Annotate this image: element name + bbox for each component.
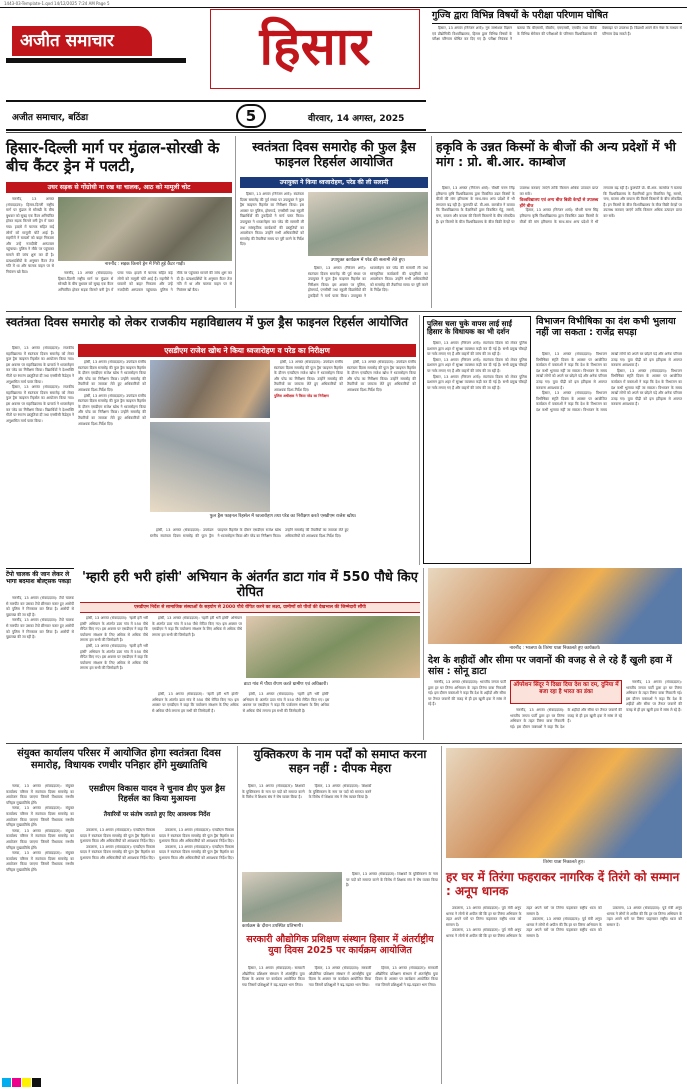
story-results	[432, 10, 682, 24]
photo-caption: फुल ड्रैस फाइनल रिहर्सल में ध्वजारोहण तथा परेड का निरीक्षण करते एसडीएम राजेश खोथ।	[209, 514, 357, 519]
print-info: 1443-03-Template-1.qxd 14/12/2025 7:24 AM Page 5	[4, 1, 110, 6]
story-partition	[536, 316, 682, 338]
story-tempo	[6, 568, 74, 585]
body-text: नारनौंद, 13 अगस्त (संवाददाता): हिसार-दिल्ली राष्ट्रीय मार्ग पर मुंढाल से सोरखी के बीच बुधवार को सुबह एक कैंटर अनियंत्रित होकर सड़क किनारे बनी ड्रेन में पलट गया। हादसे में चालक सहित कई लोगों को मामूली चोटें आई हैं। राहगीरों ने घायलों को बाहर निकाला और उन्हें नजदीकी अस्पताल पहुंचाया। पुलिस ने मौके पर पहुंचकर मामले की जांच शुरू कर दी है। प्रत्यक्षदर्शियों के अनुसार कैंटर तेज गति में था और चालक वाहन पर से नियंत्रण खो बैठा।	[58, 271, 232, 292]
body-text: हिसार, 13 अगस्त (निरंजन शर्मा): गुरु जम्भेश्वर विज्ञान एवं प्रौद्योगिकी विश्वविद्यालय, हिसार द्वारा विभिन्न विषयों के परीक्षा परिणाम घोषित कर दिए गए हैं। परीक्षा नियंत्रक ने बताया कि बीएससी, बीकॉम, एमएससी, एमबीए तथा बीटेक के विभिन्न सेमेस्टर की परीक्षाओं के परिणाम विश्वविद्यालय की वेबसाइट पर उपलब्ध हैं। विद्यार्थी अपने रोल नंबर के माध्यम से परिणाम देख सकते हैं।	[432, 26, 682, 42]
photo-caption: नारनौंद : सड़क किनारे ड्रेन में गिरी हुई कैंटर गाड़ी।	[104, 262, 186, 267]
body-text: हिसार, 13 अगस्त (निरंजन शर्मा): चौधरी चरण सिंह हरियाणा कृषि विश्वविद्यालय द्वारा विकसित उन्नत किस्मों के बीजों की मांग हरियाणा के साथ-साथ अन्य प्रदेशों में भी लगातार बढ़ रही है। कुलपति प्रो. बी.आर. काम्बोज ने बताया कि विश्वविद्यालय के वैज्ञानिकों द्वारा विकसित गेहूं, सरसों, चना, बाजरा और कपास की किस्में किसानों के बीच लोकप्रिय हैं। इन किस्मों के बीज विश्वविद्यालय के बीज बिक्री केन्द्रों पर उपलब्ध करवाए जाएंगे ताकि किसान अधिक उत्पादन प्राप्त कर सकें।	[436, 186, 599, 224]
story-body	[240, 192, 304, 308]
body-text: हिसार, 13 अगस्त (संवाददाता): सरकारी औद्योगिक प्रशिक्षण संस्थान में अंतर्राष्ट्रीय युवा दिवस के अवसर पर कार्यक्रम आयोजित किया गया जिसमें प्रशिक्षुओं ने बढ़-चढ़कर भाग लिया।	[242, 966, 305, 987]
divider	[6, 132, 682, 133]
body-text: हांसी, 13 अगस्त (संवाददाता): 'म्हारी हरी भरी हांसी' अभियान के अंतर्गत डाटा गांव में 550 पौधे रोपित किए गए। इस अवसर पर एसडीएम ने कहा कि पर्यावरण संरक्षण के लिए अधिक से अधिक पौधे लगाना हम सभी की जिम्मेदारी है।	[80, 643, 148, 671]
divider	[431, 136, 432, 308]
body-text: हांसी, 13 अगस्त (संवाददाता): उपमंडल स्तरीय स्वतंत्रता दिवस समारोह की फुल ड्रैस फाइनल रिहर्सल के दौरान एसडीएम राजेश खोथ ने ध्वजारोहण किया और परेड का निरीक्षण किया। उन्होंने समारोह की तैयारियों का जायजा लेते हुए अधिकारियों को आवश्यक दिशा-निर्देश दिए।	[150, 528, 349, 538]
story-body	[80, 616, 148, 738]
body-text: नारनौंद, 13 अगस्त (संवाददाता): भारतीय जनता पार्टी द्वारा हर घर तिरंगा अभियान के तहत तिरंगा यात्रा निकाली गई। इस दौरान वक्ताओं ने कहा कि देश के शहीदों और सीमा पर तैनात जवानों की वजह से ही हम खुली हवा में सांस ले रहे हैं।	[626, 680, 682, 712]
body-text: हिसार, 13 अगस्त (निरंजन शर्मा): चौधरी चरण सिंह हरियाणा कृषि विश्वविद्यालय द्वारा विकसित उन्नत किस्मों के बीजों की मांग हरियाणा के साथ-साथ अन्य प्रदेशों में भी लगातार बढ़ रही है। कुलपति प्रो. बी.आर. काम्बोज ने बताया कि विश्वविद्यालय के वैज्ञानिकों द्वारा विकसित गेहूं, सरसों, चना, बाजरा और कपास की किस्में किसानों के बीच लोकप्रिय हैं। इन किस्मों के बीज विश्वविद्यालय के बीज बिक्री केन्द्रों पर उपलब्ध करवाए जाएंगे ताकि किसान अधिक उत्पादन प्राप्त कर सकें।	[519, 186, 682, 224]
divider	[235, 136, 236, 308]
headline: हिसार-दिल्ली मार्ग पर मुंढाल-सोरखी के बीच कैंटर ड्रेन में पलटी,	[6, 139, 220, 175]
story-tiranga	[446, 870, 682, 898]
story-body-3	[242, 966, 438, 1080]
headline: एसडीएम विकास यादव ने चुनाव डीए फुल ड्रैस रिहर्सल का किया मुआयना	[88, 783, 226, 803]
headline: हकृवि के उन्नत किस्मों के बीजों की अन्य प्रदेशों में भी मांग : प्रो. बी.आर. काम्बोज	[436, 139, 676, 169]
brand-name: अजीत समाचार	[12, 26, 152, 56]
strip: एसडीएम निर्देश से सामाजिक संस्थाओं के सहयोग से 2000 पौधे रोपित करने का लक्ष्य, ग्रामीणों को पौधों की देखभाल की जिम्मेदारी सौंपी	[80, 602, 420, 613]
story-body	[436, 186, 682, 308]
body-text: हिसार, 13 अगस्त (संवाददाता): शिक्षकों के युक्तिकरण के नाम पर पदों को समाप्त करने के विरोध में शिक्षक संघ ने रोष व्यक्त किया है।	[308, 784, 372, 800]
body-text: हिसार, 13 अगस्त (संवाददाता): सरकारी औद्योगिक प्रशिक्षण संस्थान में अंतर्राष्ट्रीय युवा दिवस के अवसर पर कार्यक्रम आयोजित किया गया जिसमें प्रशिक्षुओं ने बढ़-चढ़कर भाग लिया।	[375, 966, 438, 987]
subhead-box	[510, 680, 622, 704]
story-rehearsal	[240, 140, 428, 170]
photo-caption: नारनौंद : भाजपा के तिरंगा यात्रा निकालते हुए कार्यकर्ता।	[509, 646, 601, 651]
story-rationalisation	[242, 748, 438, 775]
story-body	[427, 341, 527, 549]
divider	[6, 743, 682, 744]
body-text: हिसार, 13 अगस्त (निरंजन शर्मा): स्वतंत्रता दिवस को लेकर पुलिस प्रशासन द्वारा शहर में सुरक्षा व्यवस्था कड़ी कर दी गई है। सभी प्रमुख चौराहों पर नाके लगाए गए हैं और वाहनों की जांच की जा रही है।	[427, 340, 527, 357]
body-text: हांसी, 13 अगस्त (संवाददाता): 'म्हारी हरी भरी हांसी' अभियान के अंतर्गत डाटा गांव में 550 पौधे रोपित किए गए। इस अवसर पर एसडीएम ने कहा कि पर्यावरण संरक्षण के लिए अधिक से अधिक पौधे लगाना हम सभी की जिम्मेदारी है।	[152, 692, 239, 713]
parade-photo	[308, 192, 428, 256]
body-text: नारनौंद, 13 अगस्त (संवाददाता): भारतीय जनता पार्टी द्वारा हर घर तिरंगा अभियान के तहत तिरंगा यात्रा निकाली गई। इस दौरान वक्ताओं ने कहा कि देश के शहीदों और सीमा पर तैनात जवानों की वजह से ही हम खुली हवा में सांस ले रहे हैं।	[510, 708, 622, 729]
story-body-2	[346, 872, 438, 922]
body-text: नलवा, 13 अगस्त (संवाददाता): संयुक्त कार्यालय परिसर में स्वतंत्रता दिवस समारोह का आयोजन किया जाएगा जिसमें विधायक रणधीर पनिहार मुख्यातिथि होंगे।	[6, 851, 74, 872]
body-text: हिसार, 13 अगस्त (संवाददाता): शिक्षकों के युक्तिकरण के नाम पर पदों को समाप्त करने के विरोध में शिक्षक संघ ने रोष व्यक्त किया है।	[242, 784, 305, 800]
story-body	[6, 197, 54, 305]
story-body-3	[626, 680, 682, 740]
story-body	[536, 352, 682, 564]
photo-caption: कार्यक्रम के दौरान उपस्थित प्रतिभागी।	[242, 924, 303, 929]
brand-stripe	[6, 58, 186, 63]
body-text: हिसार, 13 अगस्त (संवाददाता): विभाजन विभीषिका स्मृति दिवस के अवसर पर आयोजित कार्यक्रम में वक्ताओं ने कहा कि देश के विभाजन का दंश कभी भुलाया नहीं जा सकता। विभाजन के समय लाखों लोगों को अपने घर छोड़ने पड़े और अनेक परिवार उजड़ गए। युवा पीढ़ी को इस इतिहास से अवगत करवाना आवश्यक है।	[536, 352, 607, 390]
divider	[423, 568, 424, 740]
divider	[419, 315, 420, 565]
body-text: हांसी, 13 अगस्त (संवाददाता): उपमंडल स्तरीय स्वतंत्रता दिवस समारोह की फुल ड्रैस फाइनल रिहर्सल के दौरान एसडीएम राजेश खोथ ने ध्वजारोहण किया और परेड का निरीक्षण किया। उन्होंने समारोह की तैयारियों का जायजा लेते हुए अधिकारियों को आवश्यक दिशा-निर्देश दिए।	[347, 360, 416, 392]
masthead-bottom-rule	[6, 129, 426, 131]
body-text: नलवा, 13 अगस्त (संवाददाता): संयुक्त कार्यालय परिसर में स्वतंत्रता दिवस समारोह का आयोजन किया जाएगा जिसमें विधायक रणधीर पनिहार मुख्यातिथि होंगे।	[6, 828, 74, 850]
rally-photo	[428, 568, 682, 644]
story-martyrs	[428, 655, 682, 678]
headline: संयुक्त कार्यालय परिसर में आयोजित होगा स्वतंत्रता दिवस समारोह, विधायक रणधीर पनिहार होंगे मुख्यातिथि	[17, 748, 221, 771]
body-text: हिसार, 13 अगस्त (निरंजन शर्मा): स्वतंत्रता दिवस को लेकर पुलिस प्रशासन द्वारा शहर में सुरक्षा व्यवस्था कड़ी कर दी गई है। सभी प्रमुख चौराहों पर नाके लगाए गए हैं और वाहनों की जांच की जा रही है।	[427, 374, 527, 390]
plantation-photo	[246, 616, 420, 678]
story-body	[242, 784, 438, 868]
body-text: नारनौंद, 13 अगस्त (संवाददाता): टेंपो चालक से मारपीट कर उसका टेंपो छीनकर फरार हुए आरोपी को पुलिस ने गिरफ्तार कर लिया है। आरोपी से पूछताछ की जा रही है।	[6, 618, 74, 640]
story-police	[423, 316, 531, 564]
divider	[6, 311, 682, 312]
divider	[441, 746, 442, 1084]
body-text: उकलाना, 13 अगस्त (संवाददाता): पूर्व मंत्री अनूप धानक ने लोगों से अपील की कि हर घर तिरंगा अभियान के तहत अपने घरों पर तिरंगा फहराकर राष्ट्रीय ध्वज को सम्मान दें।	[446, 906, 522, 927]
story-body	[446, 906, 682, 1080]
body-text: नारनौंद, 13 अगस्त (संवाददाता): हिसार-दिल्ली राष्ट्रीय मार्ग पर मुंढाल से सोरखी के बीच बुधवार को सुबह एक कैंटर अनियंत्रित होकर सड़क किनारे बनी ड्रेन में पलट गया। हादसे में चालक सहित कई लोगों को मामूली चोटें आई हैं। राहगीरों ने घायलों को बाहर निकाला और उन्हें नजदीकी अस्पताल पहुंचाया। पुलिस ने मौके पर पहुंचकर मामले की जांच शुरू कर दी है। प्रत्यक्षदर्शियों के अनुसार कैंटर तेज गति में था और चालक वाहन पर से नियंत्रण खो बैठा।	[6, 197, 54, 274]
body-text: हिसार, 13 अगस्त (संवाददाता): सरकारी औद्योगिक प्रशिक्षण संस्थान में अंतर्राष्ट्रीय युवा दिवस के अवसर पर कार्यक्रम आयोजित किया गया जिसमें प्रशिक्षुओं ने बढ़-चढ़कर भाग लिया।	[308, 966, 372, 987]
story-body-3	[150, 528, 416, 564]
edition-label: अजीत समाचार, बठिंडा	[12, 113, 89, 123]
story-iti	[242, 934, 438, 956]
headline: टेंपो चालक की जान लेकर ले भागा बदमाश बोल्ट्सक पकड़ा	[6, 571, 71, 586]
page-title: हिसार	[259, 16, 371, 77]
story-body-2	[274, 360, 416, 510]
kicker: एसडीएम राजेश खोथ ने किया ध्वजारोहण व परेड का निरीक्षण	[78, 344, 416, 357]
headline: 'म्हारी हरी भरी हांसी' अभियान के अंतर्गत डाटा गांव में 550 पौधे किए रोपित	[82, 570, 418, 601]
headline: सरकारी औद्योगिक प्रशिक्षण संस्थान हिसार में अंतर्राष्ट्रीय युवा दिवस 2025 पर कार्यक्रम आयोजित	[246, 934, 434, 957]
body-text: उकलाना, 13 अगस्त (संवाददाता): पूर्व मंत्री अनूप धानक ने लोगों से अपील की कि हर घर तिरंगा अभियान के तहत अपने घरों पर तिरंगा फहराकर राष्ट्रीय ध्वज को सम्मान दें।	[606, 906, 682, 927]
kicker: उधर सड़क से गोंग्रोधी ना रख था चालक, आठ को मामूली चोट	[6, 182, 232, 193]
body-text: हिसार, 13 अगस्त (संवाददाता): राजकीय महाविद्यालय में स्वतंत्रता दिवस समारोह को लेकर फुल ड्रैस फाइनल रिहर्सल का आयोजन किया गया। इस अवसर पर महाविद्यालय के प्राचार्य ने ध्वजारोहण कर परेड का निरीक्षण किया। विद्यार्थियों ने देशभक्ति गीतों पर रंगारंग प्रस्तुतियां दीं तथा एनसीसी कैडेट्स ने अनुशासित मार्च पास्ट किया।	[6, 346, 74, 384]
body-text: हिसार, 13 अगस्त (निरंजन शर्मा): स्वतंत्रता दिवस समारोह की पूर्व संध्या पर उपायुक्त ने फुल ड्रैस फाइनल रिहर्सल का निरीक्षण किया। इस अवसर पर पुलिस, होमगार्ड, एनसीसी तथा स्कूली विद्यार्थियों की टुकड़ियों ने मार्च पास्ट किया। उपायुक्त ने ध्वजारोहण कर परेड की सलामी ली तथा सांस्कृतिक कार्यक्रमों की प्रस्तुतियों का अवलोकन किया। उन्होंने सभी अधिकारियों को समारोह की तैयारियां समय पर पूरी करने के निर्देश दिए।	[308, 266, 428, 298]
kicker: उपायुक्त ने किया ध्वजारोहण, परेड की ली सलामी	[240, 177, 428, 188]
body-text: उकलाना, 13 अगस्त (संवाददाता): एसडीएम विकास यादव ने स्वतंत्रता दिवस समारोह की फुल ड्रैस रिहर्सल का मुआयना किया और अधिकारियों को आवश्यक निर्देश दिए।	[159, 844, 234, 860]
subhead: विश्वविद्यालय एवं अन्य बीज बिक्री केन्द्रों से उपलब्ध होंगे बीज	[519, 197, 599, 208]
body-text: हिसार, 13 अगस्त (निरंजन शर्मा): स्वतंत्रता दिवस को लेकर पुलिस प्रशासन द्वारा शहर में सुरक्षा व्यवस्था कड़ी कर दी गई है। सभी प्रमुख चौराहों पर नाके लगाए गए हैं और वाहनों की जांच की जा रही है।	[427, 357, 527, 373]
body-text: नारनौंद, 13 अगस्त (संवाददाता): भारतीय जनता पार्टी द्वारा हर घर तिरंगा अभियान के तहत तिरंगा यात्रा निकाली गई। इस दौरान वक्ताओं ने कहा कि देश के शहीदों और सीमा पर तैनात जवानों की वजह से ही हम खुली हवा में सांस ले रहे हैं।	[428, 680, 506, 707]
flag-photo	[150, 360, 270, 418]
body-text: नलवा, 13 अगस्त (संवाददाता): संयुक्त कार्यालय परिसर में स्वतंत्रता दिवस समारोह का आयोजन किया जाएगा जिसमें विधायक रणधीर पनिहार मुख्यातिथि होंगे।	[6, 784, 74, 805]
body-text: हिसार, 13 अगस्त (संवाददाता): राजकीय महाविद्यालय में स्वतंत्रता दिवस समारोह को लेकर फुल ड्रैस फाइनल रिहर्सल का आयोजन किया गया। इस अवसर पर महाविद्यालय के प्राचार्य ने ध्वजारोहण कर परेड का निरीक्षण किया। विद्यार्थियों ने देशभक्ति गीतों पर रंगारंग प्रस्तुतियां दीं तथा एनसीसी कैडेट्स ने अनुशासित मार्च पास्ट किया।	[6, 385, 74, 423]
iti-photo	[242, 872, 342, 922]
photo-caption: उपायुक्त कार्यक्रम में परेड की सलामी लेते हुए।	[330, 258, 406, 263]
subhead: ऑपरेशन सिंदूर ने दिखा दिया देश का दम, दुनिया में बजा रहा है भारत का डंका	[513, 682, 619, 695]
body-text: हांसी, 13 अगस्त (संवाददाता): उपमंडल स्तरीय स्वतंत्रता दिवस समारोह की फुल ड्रैस फाइनल रिहर्सल के दौरान एसडीएम राजेश खोथ ने ध्वजारोहण किया और परेड का निरीक्षण किया। उन्होंने समारोह की तैयारियों का जायजा लेते हुए अधिकारियों को आवश्यक दिशा-निर्देश दिए।	[78, 360, 146, 392]
registration-black	[32, 1078, 41, 1087]
body-text: हिसार, 13 अगस्त (संवाददाता): विभाजन विभीषिका स्मृति दिवस के अवसर पर आयोजित कार्यक्रम में वक्ताओं ने कहा कि देश के विभाजन का दंश कभी भुलाया नहीं जा सकता। विभाजन के समय लाखों लोगों को अपने घर छोड़ने पड़े और अनेक परिवार उजड़ गए। युवा पीढ़ी को इस इतिहास से अवगत करवाना आवश्यक है।	[536, 352, 682, 412]
masthead-rule	[6, 100, 426, 102]
story-body-3	[152, 692, 420, 738]
page-number: 5	[236, 104, 266, 128]
story-body-2	[58, 271, 232, 305]
body-text: नारनौंद, 13 अगस्त (संवाददाता): टेंपो चालक से मारपीट कर उसका टेंपो छीनकर फरार हुए आरोपी को पुलिस ने गिरफ्तार कर लिया है। आरोपी से पूछताछ की जा रही है।	[6, 596, 74, 617]
story-body	[432, 26, 682, 130]
body-text: उकलाना, 13 अगस्त (संवाददाता): एसडीएम विकास यादव ने स्वतंत्रता दिवस समारोह की फुल ड्रैस रिहर्सल का मुआयना किया और अधिकारियों को आवश्यक निर्देश दिए।	[159, 828, 234, 844]
body-text: हांसी, 13 अगस्त (संवाददाता): उपमंडल स्तरीय स्वतंत्रता दिवस समारोह की फुल ड्रैस फाइनल रिहर्सल के दौरान एसडीएम राजेश खोथ ने ध्वजारोहण किया और परेड का निरीक्षण किया। उन्होंने समारोह की तैयारियों का जायजा लेते हुए अधिकारियों को आवश्यक दिशा-निर्देश दिए।	[274, 360, 343, 392]
date-label: वीरवार, 14 अगस्त, 2025	[308, 114, 405, 124]
story-seeds	[436, 140, 682, 170]
story-body	[6, 346, 74, 564]
headline: युक्तिकरण के नाम पर्दों को समाप्त करना सहन नहीं : दीपक मेहरा	[253, 747, 427, 775]
photo-caption: डाटा गांव में पौधा रोपण करते ग्रामीण एवं अधिकारी।	[243, 682, 329, 687]
subhead: पुलिस अधीक्षक ने किया परेड का निरीक्षण	[274, 393, 329, 398]
story-body	[78, 360, 146, 564]
parade-photo-2	[150, 422, 270, 512]
story-plantation	[80, 570, 420, 601]
headline: स्वतंत्रता दिवस समारोह की फुल ड्रैस फाइनल रिहर्सल आयोजित	[252, 139, 416, 169]
headline: गुज्वि द्वारा विभिन्न विषयों के परीक्षा परिणाम घोषित	[432, 10, 608, 21]
photo-caption: तिरंगा यात्रा निकालते हुए।	[543, 860, 585, 865]
body-text: नलवा, 13 अगस्त (संवाददाता): संयुक्त कार्यालय परिसर में स्वतंत्रता दिवस समारोह का आयोजन किया जाएगा जिसमें विधायक रणधीर पनिहार मुख्यातिथि होंगे।	[6, 806, 74, 828]
headline: देश के शहीदों और सीमा पर जवानों की वजह से ले रहे हैं खुली हवा में सांस : सोनू डाटा	[428, 655, 672, 678]
kicker: तैयारियों पर संतोष जताते हुए दिए आवश्यक निर्देश	[103, 812, 211, 818]
headline: हर घर में तिरंगा फहराकर नागरिक दें तिरंगे को सम्मान : अनूप धानक	[446, 870, 680, 899]
story-body-2	[308, 266, 428, 308]
body-text: हिसार, 13 अगस्त (संवाददाता): शिक्षकों के युक्तिकरण के नाम पर पदों को समाप्त करने के विरोध में शिक्षक संघ ने रोष व्यक्त किया है।	[346, 872, 438, 888]
body-text: हांसी, 13 अगस्त (संवाददाता): उपमंडल स्तरीय स्वतंत्रता दिवस समारोह की फुल ड्रैस फाइनल रिहर्सल के दौरान एसडीएम राजेश खोथ ने ध्वजारोहण किया और परेड का निरीक्षण किया। उन्होंने समारोह की तैयारियों का जायजा लेते हुए अधिकारियों को आवश्यक दिशा-निर्देश दिए।	[78, 393, 146, 426]
canter-photo	[58, 197, 232, 261]
story-body	[6, 596, 74, 700]
body-text: हांसी, 13 अगस्त (संवाददाता): 'म्हारी हरी भरी हांसी' अभियान के अंतर्गत डाटा गांव में 550 पौधे रोपित किए गए। इस अवसर पर एसडीएम ने कहा कि पर्यावरण संरक्षण के लिए अधिक से अधिक पौधे लगाना हम सभी की जिम्मेदारी है।	[80, 616, 148, 643]
story-body	[80, 828, 234, 1080]
body-text: हिसार, 13 अगस्त (संवाददाता): विभाजन विभीषिका स्मृति दिवस के अवसर पर आयोजित कार्यक्रम में वक्ताओं ने कहा कि देश के विभाजन का दंश कभी भुलाया नहीं जा सकता। विभाजन के समय लाखों लोगों को अपने घर छोड़ने पड़े और अनेक परिवार उजड़ गए। युवा पीढ़ी को इस इतिहास से अवगत करवाना आवश्यक है।	[611, 368, 682, 407]
top-rule	[0, 7, 687, 8]
tiranga-photo	[446, 748, 682, 858]
story-body-2	[152, 616, 242, 668]
body-text: उकलाना, 13 अगस्त (संवाददाता): एसडीएम विकास यादव ने स्वतंत्रता दिवस समारोह की फुल ड्रैस रिहर्सल का मुआयना किया और अधिकारियों को आवश्यक निर्देश दिए।	[80, 844, 155, 860]
headline: विभाजन विभीषिका का दंश कभी भुलाया नहीं जा सकता : राजेंद्र सपड़ा	[536, 316, 676, 339]
body-text: हिसार, 13 अगस्त (निरंजन शर्मा): स्वतंत्रता दिवस समारोह की पूर्व संध्या पर उपायुक्त ने फुल ड्रैस फाइनल रिहर्सल का निरीक्षण किया। इस अवसर पर पुलिस, होमगार्ड, एनसीसी तथा स्कूली विद्यार्थियों की टुकड़ियों ने मार्च पास्ट किया। उपायुक्त ने ध्वजारोहण कर परेड की सलामी ली तथा सांस्कृतिक कार्यक्रमों की प्रस्तुतियों का अवलोकन किया। उन्होंने सभी अधिकारियों को समारोह की तैयारियां समय पर पूरी करने के निर्देश दिए।	[240, 192, 304, 247]
body-text: उकलाना, 13 अगस्त (संवाददाता): एसडीएम विकास यादव ने स्वतंत्रता दिवस समारोह की फुल ड्रैस रिहर्सल का मुआयना किया और अधिकारियों को आवश्यक निर्देश दिए।	[80, 828, 155, 844]
headline: स्वतंत्रता दिवस समारोह को लेकर राजकीय महाविद्यालय में फुल ड्रैस फाइनल रिहर्सल आयोजित	[6, 315, 408, 329]
story-joint-office	[6, 748, 232, 771]
divider	[237, 746, 238, 1084]
registration-cyan	[2, 1078, 11, 1087]
registration-yellow	[22, 1078, 31, 1087]
headline: पुलिस चला चुके वापस लाई साईं हिसार के विधायक का भी दर्शन	[427, 319, 512, 337]
registration-magenta	[12, 1078, 21, 1087]
story-sdm	[80, 784, 234, 803]
body-text: हांसी, 13 अगस्त (संवाददाता): 'म्हारी हरी भरी हांसी' अभियान के अंतर्गत डाटा गांव में 550 पौधे रोपित किए गए। इस अवसर पर एसडीएम ने कहा कि पर्यावरण संरक्षण के लिए अधिक से अधिक पौधे लगाना हम सभी की जिम्मेदारी है।	[152, 616, 242, 637]
body-text: उकलाना, 13 अगस्त (संवाददाता): पूर्व मंत्री अनूप धानक ने लोगों से अपील की कि हर घर तिरंगा अभियान के तहत अपने घरों पर तिरंगा फहराकर राष्ट्रीय ध्वज को सम्मान दें।	[446, 906, 602, 938]
story-body	[6, 784, 74, 1080]
story-canter	[6, 140, 232, 175]
body-text: उकलाना, 13 अगस्त (संवाददाता): पूर्व मंत्री अनूप धानक ने लोगों से अपील की कि हर घर तिरंगा अभियान के तहत अपने घरों पर तिरंगा फहराकर राष्ट्रीय ध्वज को सम्मान दें।	[526, 917, 602, 938]
story-body-2	[510, 708, 622, 740]
story-body	[428, 680, 506, 740]
story-college-rehearsal	[6, 316, 416, 330]
body-text: हांसी, 13 अगस्त (संवाददाता): 'म्हारी हरी भरी हांसी' अभियान के अंतर्गत डाटा गांव में 550 पौधे रोपित किए गए। इस अवसर पर एसडीएम ने कहा कि पर्यावरण संरक्षण के लिए अधिक से अधिक पौधे लगाना हम सभी की जिम्मेदारी है।	[242, 692, 330, 713]
